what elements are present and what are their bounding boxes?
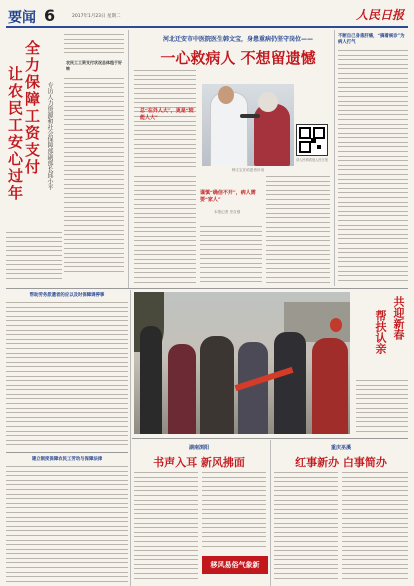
section-header [6, 6, 408, 28]
footer-banner [202, 556, 268, 574]
header-rule [6, 26, 408, 28]
bottom-left-text-2 [202, 472, 266, 552]
vertical-banner [356, 296, 408, 376]
top-story-headline: 一心救病人 不想留遗憾 [160, 49, 316, 67]
stethoscope [240, 114, 260, 118]
patient-head [258, 92, 278, 112]
person-6 [312, 338, 348, 434]
bottom-mid-text [6, 466, 128, 586]
section-name: 要闻 [8, 10, 36, 26]
mid-left-headline: 帮助劳务派遣者的应以及时保障调停事 [29, 293, 105, 298]
page-number: 6 [44, 6, 56, 25]
left-subheadline: 专访人力资源和社会保障部副部长邱小平 [46, 82, 53, 190]
bottom-column-rule [270, 440, 271, 586]
photo-bottom-rule [132, 438, 408, 439]
left-story-text-2 [64, 78, 124, 278]
bottom-left-rule [6, 452, 128, 453]
masthead-logo: 人民日报 [355, 8, 404, 22]
left-box-title: 农民工工资支付状况总体趋于好转 [66, 60, 122, 71]
top-story-pullquote-1: 总“在外人大”，更是“较能人大” [140, 108, 194, 121]
person-5 [274, 332, 306, 434]
banner-line-1: 共迎新春 [392, 296, 405, 340]
person-1 [140, 326, 162, 434]
bottom-left-place: 湖南浏阳 [188, 445, 209, 451]
top-story-kicker: 河北迁安市中医院医生韩文宝，身患重病仍坚守岗位—— [162, 36, 313, 43]
top-story-pullquote-2: 谨慎“确信不开”，病人需要“家人” [200, 190, 256, 203]
bottom-mid-headline: 建立制度保障农民工劳动与保障法律 [31, 457, 103, 462]
banner-line-2: 帮扶认亲 [374, 310, 387, 354]
person-3 [200, 336, 234, 434]
left-story-text-3 [6, 232, 62, 282]
bottom-right-text-2 [342, 472, 408, 586]
top-story-byline: 本报记者 史自强 [214, 210, 241, 214]
mid-column-rule [130, 290, 131, 586]
section-divider [6, 288, 408, 289]
top-story-text-4 [266, 176, 330, 286]
person-2 [168, 344, 196, 434]
bottom-right-place: 重庆巫溪 [330, 445, 351, 451]
village-photo [134, 292, 350, 434]
right-column-rule [334, 30, 335, 286]
top-story-text-3 [200, 226, 262, 286]
right-top-text [338, 50, 408, 286]
doctor-photo [202, 84, 294, 166]
photo-caption: 韩文宝在给患者诊治 [231, 168, 265, 172]
footer-banner-label: 移风易俗气象新 [210, 561, 260, 569]
top-story-text-2 [134, 176, 196, 286]
headline-line-1: 全力保障工资支付 [23, 40, 41, 176]
qr-caption: 请人民网看他人民日报 [296, 158, 328, 162]
date-line: 2017年1月23日 星期二 [72, 14, 121, 19]
patient-figure [254, 104, 290, 166]
bottom-left-text-1 [134, 472, 198, 586]
left-story-text-1 [64, 34, 124, 58]
banner-caption-text [356, 380, 408, 434]
bottom-right-text-1 [274, 472, 338, 586]
bottom-right-headline: 红事新办 白事简办 [295, 456, 387, 469]
mid-left-text [6, 302, 128, 450]
right-top-headline: 不断自己身患肝癌，“搞着候诊”为病人打气 [338, 34, 405, 45]
qr-code [296, 124, 328, 156]
headline-line-2: 让农民工安心过年 [6, 66, 24, 202]
doctor-head [218, 86, 234, 104]
red-lantern [330, 318, 342, 332]
column-rule [128, 30, 129, 288]
bottom-left-headline: 书声入耳 新风拂面 [153, 456, 245, 469]
